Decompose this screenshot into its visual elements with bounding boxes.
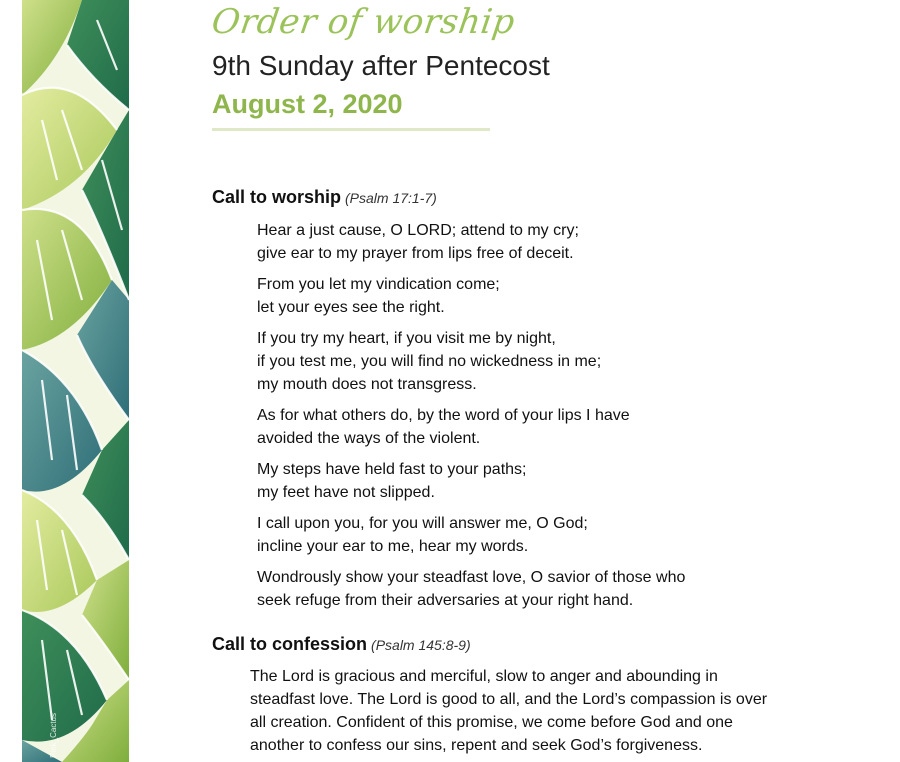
service-name: 9th Sunday after Pentecost xyxy=(212,50,550,81)
call-to-confession-title: Call to confession xyxy=(212,634,368,654)
call-to-worship-verses xyxy=(257,219,817,620)
verse-line: Wondrously show your steadfast love, O savior of those who xyxy=(257,569,686,586)
leaf-pattern-image xyxy=(22,0,129,762)
verse-line: avoided the ways of the violent. xyxy=(257,430,481,447)
verse-line: let your eyes see the right. xyxy=(257,299,445,316)
call-to-confession-reference: (Psalm 145:8-9) xyxy=(371,637,471,653)
verse-line: seek refuge from their adversaries at your right hand. xyxy=(257,592,634,609)
call-to-confession-heading xyxy=(212,634,471,655)
verse-stanza xyxy=(257,327,817,396)
verse-stanza xyxy=(257,219,817,265)
verse-line: From you let my vindication come; xyxy=(257,276,500,293)
call-to-worship-reference: (Psalm 17:1-7) xyxy=(345,190,437,206)
confession-line: steadfast love. The Lord is good to all, and the Lord’s compassion is over xyxy=(250,691,768,708)
confession-line: all creation. Confident of this promise, we come before God and one xyxy=(250,714,733,731)
call-to-worship-title: Call to worship xyxy=(212,187,342,207)
artist-credit: Pink_Cactus xyxy=(49,713,58,758)
verse-stanza xyxy=(257,273,817,319)
call-to-confession-text xyxy=(250,665,810,757)
verse-line: my feet have not slipped. xyxy=(257,484,435,501)
document-script-title: Order of worship xyxy=(209,2,518,42)
confession-line: The Lord is gracious and merciful, slow to anger and abounding in xyxy=(250,668,718,685)
verse-stanza xyxy=(257,566,817,612)
verse-line: I call upon you, for you will answer me, O God; xyxy=(257,515,588,532)
verse-stanza xyxy=(257,458,817,504)
title-divider xyxy=(212,128,490,131)
call-to-worship-heading xyxy=(212,187,437,208)
verse-line: Hear a just cause, O LORD; attend to my cry; xyxy=(257,222,579,239)
verse-line: If you try my heart, if you visit me by night, xyxy=(257,330,556,347)
verse-line: My steps have held fast to your paths; xyxy=(257,461,527,478)
confession-line: another to confess our sins, repent and seek God’s forgiveness. xyxy=(250,737,703,754)
verse-line: incline your ear to me, hear my words. xyxy=(257,538,529,555)
verse-stanza xyxy=(257,404,817,450)
verse-line: As for what others do, by the word of your lips I have xyxy=(257,407,630,424)
leaf-illustration xyxy=(22,0,129,762)
verse-line: if you test me, you will find no wickedness in me; xyxy=(257,353,602,370)
verse-line: give ear to my prayer from lips free of deceit. xyxy=(257,245,574,262)
page-margin xyxy=(0,0,22,762)
verse-stanza xyxy=(257,512,817,558)
verse-line: my mouth does not transgress. xyxy=(257,376,477,393)
service-date: August 2, 2020 xyxy=(212,89,403,119)
